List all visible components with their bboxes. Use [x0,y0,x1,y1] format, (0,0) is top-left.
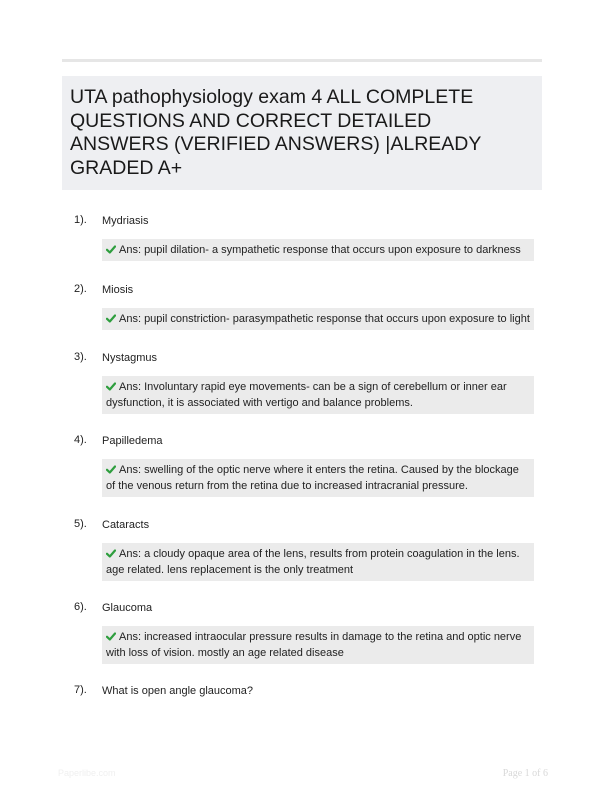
answer-box [102,459,534,497]
question-number: 6). [74,601,87,613]
document-title: UTA pathophysiology exam 4 ALL COMPLETE QUESTIONS AND CORRECT DETAILED ANSWERS (VERIFIED ANSWERS) |ALREADY GRADED A+ [70,86,482,179]
answer-box [102,239,534,261]
question-number: 7). [74,684,87,696]
answer-text: Ans: pupil dilation- a sympathetic response that occurs upon exposure to darkness [119,244,521,256]
answer-text: Ans: Involuntary rapid eye movements- can be a sign of cerebellum or inner ear dysfunction, it is associated with vertigo and balance problems. [106,381,507,409]
answer-text: Ans: increased intraocular pressure results in damage to the retina and optic nerve with loss of vision. mostly an age related disease [106,631,522,659]
top-divider [62,59,542,62]
answer-text: Ans: a cloudy opaque area of the lens, results from protein coagulation in the lens. age related. lens replacement is the only treatment [106,548,520,576]
question-term: Miosis [102,284,134,296]
answer-box [102,543,534,581]
title-banner [62,76,542,190]
checkmark-icon [106,549,116,558]
answer-text: Ans: pupil constriction- parasympathetic response that occurs upon exposure to light [119,313,530,325]
question-term: What is open angle glaucoma? [102,685,254,697]
question-term: Glaucoma [102,602,153,614]
checkmark-icon [106,382,116,391]
question-term: Cataracts [102,519,150,531]
checkmark-icon [106,632,116,641]
question-term: Papilledema [102,435,163,447]
question-number: 4). [74,434,87,446]
answer-box [102,308,534,330]
question-number: 3). [74,351,87,363]
question-term: Mydriasis [102,215,149,227]
answer-box [102,376,534,414]
checkmark-icon [106,314,116,323]
answer-box [102,626,534,664]
page-number: Page 1 of 6 [502,768,548,779]
footer-watermark: Paperlibe.com [58,768,116,778]
question-number: 1). [74,214,87,226]
answer-text: Ans: swelling of the optic nerve where it enters the retina. Caused by the blockage of the venous return from the retina due to increased intracranial pressure. [106,464,519,492]
checkmark-icon [106,465,116,474]
checkmark-icon [106,245,116,254]
question-term: Nystagmus [102,352,158,364]
question-number: 2). [74,283,87,295]
question-number: 5). [74,518,87,530]
